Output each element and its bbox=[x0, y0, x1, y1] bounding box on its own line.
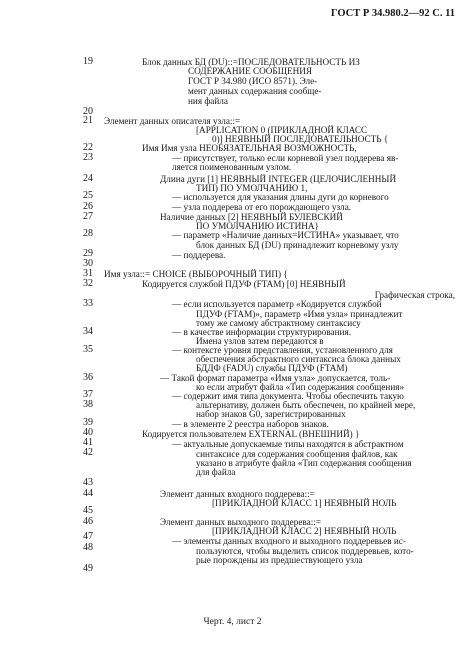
text-line: Блок данных БД (DU)::=ПОСЛЕДОВАТЕЛЬНОСТЬ ИЗ bbox=[142, 57, 360, 67]
text-line: Наличие данных [2] НЕЯВНЫЙ БУЛЕВСКИЙ bbox=[160, 212, 343, 222]
line-number: 48 bbox=[83, 542, 93, 553]
line-number: 20 bbox=[83, 106, 93, 117]
line-number: 44 bbox=[83, 488, 93, 499]
line-number: 29 bbox=[83, 248, 93, 259]
text-line: 0)] НЕЯВНЫЙ ПОСЛЕДОВАТЕЛЬНОСТЬ { bbox=[212, 134, 389, 144]
text-line: ния файла bbox=[188, 96, 228, 106]
line-number: 42 bbox=[83, 447, 93, 458]
figure-caption: Черт. 4, лист 2 bbox=[203, 617, 262, 627]
text-line: указано в атрибуте файла «Тип содержания сообщения bbox=[196, 458, 412, 468]
line-number: 46 bbox=[83, 516, 93, 527]
line-number: 30 bbox=[83, 258, 93, 269]
text-line: Графическая строка, bbox=[374, 290, 455, 300]
text-line: Элемент данных входного поддерева::= bbox=[160, 489, 315, 499]
text-line: — содержит имя типа документа. Чтобы обеспечить такую bbox=[172, 391, 404, 401]
text-line: Имена узлов затем передаются в bbox=[196, 336, 324, 346]
text-line: пользуются, чтобы выделить список поддеревьев, кото- bbox=[196, 546, 414, 556]
text-line: ГОСТ Р 34.980 (ИСО 8571). Эле- bbox=[188, 76, 318, 86]
line-number: 34 bbox=[83, 326, 93, 337]
line-number: 28 bbox=[83, 228, 93, 239]
text-line: ко если атрибут файла «Тип содержания сообщения» bbox=[196, 382, 405, 392]
line-number: 41 bbox=[83, 437, 93, 448]
text-line: — элементы данных входного и выходного поддеревьев ис- bbox=[172, 536, 406, 546]
text-line: мент данных содержания сообще- bbox=[188, 86, 322, 96]
text-line: — в элементе 2 реестра наборов знаков. bbox=[172, 419, 329, 429]
text-line: — параметр «Наличие данных=ИСТИНА» указывает, что bbox=[172, 230, 399, 240]
line-number: 36 bbox=[83, 372, 93, 383]
line-number: 25 bbox=[83, 190, 93, 201]
text-line: Имя узла::= CHOICE (ВЫБОРОЧНЫЙ ТИП) { bbox=[104, 269, 288, 279]
line-number: 38 bbox=[83, 399, 93, 410]
line-number: 23 bbox=[83, 152, 93, 163]
text-line: набор знаков G0, зарегистрированных bbox=[196, 409, 346, 419]
text-line: — присутствует, только если корневой узел поддерева яв- bbox=[172, 153, 399, 163]
line-number: 32 bbox=[83, 278, 93, 289]
text-line: для файла bbox=[196, 467, 236, 477]
line-number: 22 bbox=[83, 142, 93, 153]
line-number: 49 bbox=[83, 563, 93, 574]
text-line: Кодируется службой ПДУФ (FTAM) [0] НЕЯВНЫЙ bbox=[142, 279, 346, 289]
line-number: 19 bbox=[83, 56, 93, 67]
text-line: Элемент данных описателя узла::= bbox=[104, 116, 241, 126]
text-line: — Такой формат параметра «Имя узла» допускается, толь- bbox=[160, 373, 391, 383]
text-line: СОДЕРЖАНИЕ СООБЩЕНИЯ bbox=[188, 66, 312, 76]
line-number: 31 bbox=[83, 268, 93, 279]
text-line: [ПРИКЛАДНОЙ КЛАСС 2] НЕЯВНЫЙ НОЛЬ bbox=[212, 526, 397, 536]
text-line: БДДФ (FADU) службы ПДУФ (FTAM) bbox=[196, 363, 348, 373]
text-line: блок данных БД (DU) принадлежит корневому узлу bbox=[196, 240, 399, 250]
text-line: Длина дуги [1] НЕЯВНЫЙ INTEGER (ЦЕЛОЧИСЛЕННЫЙ bbox=[160, 174, 397, 184]
page-header: ГОСТ Р 34.980.2—92 С. 11 bbox=[330, 8, 455, 19]
line-number: 33 bbox=[83, 298, 93, 309]
line-number: 43 bbox=[83, 477, 93, 488]
line-number: 37 bbox=[83, 389, 93, 400]
text-line: Элемент данных выходного поддерева::= bbox=[160, 517, 321, 527]
text-line: ТИП) ПО УМОЛЧАНИЮ 1, bbox=[196, 183, 308, 193]
text-line: — узла поддерева от его порождающего узла. bbox=[172, 202, 352, 212]
line-number: 24 bbox=[83, 173, 93, 184]
line-number: 27 bbox=[83, 211, 93, 222]
text-line: — контексте уровня представления, установленного для bbox=[172, 345, 393, 355]
line-number: 35 bbox=[83, 344, 93, 355]
line-number: 47 bbox=[83, 531, 93, 542]
text-line: — в качестве информации структурирования. bbox=[172, 327, 351, 337]
line-number: 40 bbox=[83, 427, 93, 438]
line-number: 21 bbox=[83, 115, 93, 126]
text-line: Кодируется пользователем EXTERNAL (ВНЕШНИЙ) } bbox=[142, 429, 360, 439]
text-line: синтаксисе для содержания сообщения файлов, как bbox=[196, 449, 398, 459]
text-line: Имя Имя узла НЕОБЯЗАТЕЛЬНАЯ ВОЗМОЖНОСТЬ, bbox=[142, 143, 357, 153]
text-line: обеспечения абстрактного синтаксиса блока данных bbox=[196, 354, 401, 364]
line-number: 26 bbox=[83, 201, 93, 212]
text-line: альтернативу, должен быть обеспечен, по крайней мере, bbox=[196, 400, 416, 410]
text-line: ляется поименованным узлом. bbox=[172, 162, 292, 172]
text-line: тому же самому абстрактному синтаксису bbox=[196, 318, 361, 328]
text-line: [ПРИКЛАДНОЙ КЛАСС 1] НЕЯВНЫЙ НОЛЬ bbox=[212, 498, 397, 508]
text-line: — используется для указания длины дуги до корневого bbox=[172, 192, 389, 202]
text-line: — поддерева. bbox=[172, 250, 226, 260]
text-line: ПО УМОЛЧАНИЮ ИСТИНА} bbox=[196, 221, 319, 231]
text-line: [APPLICATION 0 (ПРИКЛАДНОЙ КЛАСС bbox=[196, 125, 368, 135]
text-line: рые порождены из предшествующего узла bbox=[196, 555, 363, 565]
text-line: — если используется параметр «Кодируется службой bbox=[172, 299, 382, 309]
line-number: 39 bbox=[83, 417, 93, 428]
text-line: — актуальные допускаемые типы находятся в абстрактном bbox=[172, 439, 404, 449]
text-line: ПДУФ (FTAM)», параметр «Имя узла» принадлежит bbox=[196, 309, 403, 319]
line-number: 45 bbox=[83, 505, 93, 516]
